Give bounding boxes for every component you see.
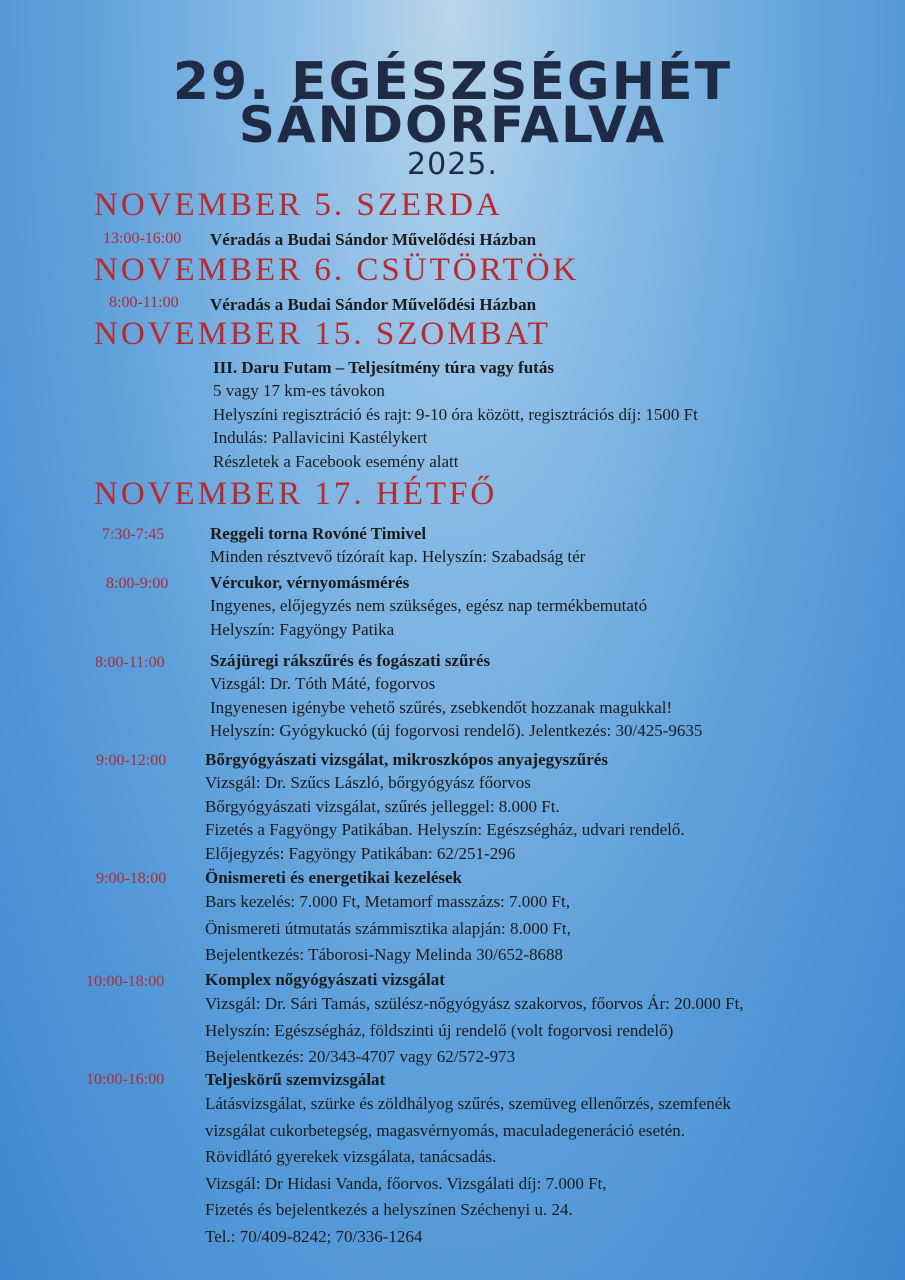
- event-detail: Tel.: 70/409-8242; 70/336-1264: [205, 1226, 423, 1246]
- event-block: [210, 650, 702, 743]
- event-time: 7:30-7:45: [102, 526, 165, 543]
- event-detail: Indulás: Pallavicini Kastélykert: [213, 428, 428, 447]
- event-block: [205, 867, 571, 969]
- event-detail: 5 vagy 17 km-es távokon: [213, 381, 385, 400]
- page-year: 2025.: [407, 147, 498, 182]
- event-time: 13:00-16:00: [103, 230, 182, 247]
- day-heading-nov-6: NOVEMBER 6. CSÜTÖRTÖK: [94, 252, 580, 288]
- event-detail: Bejelentkezés: Táborosi-Nagy Melinda 30/652-8688: [205, 945, 564, 964]
- event-detail: Látásvizsgálat, szürke és zöldhályog szűrés, szemüveg ellenőrzés, szemfenék: [205, 1094, 731, 1113]
- event-detail: Helyszín: Gyógykuckó (új fogorvosi rendelő). Jelentkezés: 30/425-9635: [210, 721, 703, 740]
- event-detail: Bejelentkezés: 20/343-4707 vagy 62/572-973: [205, 1047, 516, 1066]
- event-time: 8:00-11:00: [95, 654, 165, 671]
- event-detail: Vizsgál: Dr. Szűcs László, bőrgyógyász főorvos: [205, 773, 531, 792]
- event-title: Szájüregi rákszűrés és fogászati szűrés: [210, 651, 491, 670]
- event-time: 8:00-11:00: [109, 294, 179, 311]
- event-title: Komplex nőgyógyászati vizsgálat: [205, 970, 445, 989]
- page-subtitle-town: SÁNDORFALVA: [238, 96, 667, 154]
- event-detail: vizsgálat cukorbetegség, magasvérnyomás, maculadegeneráció esetén.: [205, 1120, 686, 1140]
- event-detail: Fizetés a Fagyöngy Patikában. Helyszín: Egészségház, udvari rendelő.: [205, 820, 685, 839]
- event-detail: Vizsgál: Dr. Sári Tamás, szülész-nőgyógyász szakorvos, főorvos Ár: 20.000 Ft,: [205, 994, 744, 1013]
- event-block: [210, 572, 647, 641]
- day-heading-nov-17: NOVEMBER 17. HÉTFŐ: [94, 476, 498, 512]
- event-detail: Fizetés és bejelentkezés a helyszínen Széchenyi u. 24.: [205, 1200, 573, 1219]
- event-title: Véradás a Budai Sándor Művelődési Házban: [210, 230, 537, 249]
- day-heading-nov-15: NOVEMBER 15. SZOMBAT: [94, 316, 551, 352]
- event-block: [205, 749, 685, 865]
- event-detail: Részletek a Facebook esemény alatt: [213, 451, 459, 471]
- event-title: Véradás a Budai Sándor Művelődési Házban: [210, 295, 537, 314]
- event-time: 10:00-18:00: [86, 973, 165, 990]
- event-detail: Minden résztvevő tízóraít kap. Helyszín: Szabadság tér: [210, 547, 586, 566]
- event-detail: Ingyenes, előjegyzés nem szükséges, egész nap termékbemutató: [210, 596, 648, 615]
- event-block: [213, 357, 698, 473]
- event-block: [205, 969, 744, 1071]
- event-detail: Ingyenesen igénybe vehető szűrés, zsebkendőt hozzanak magukkal!: [210, 697, 673, 717]
- event-title: Önismereti és energetikai kezelések: [205, 868, 462, 887]
- event-detail: Előjegyzés: Fagyöngy Patikában: 62/251-296: [205, 843, 516, 863]
- event-title: Bőrgyógyászati vizsgálat, mikroszkópos anyajegyszűrés: [205, 750, 608, 769]
- event-detail: Vizsgál: Dr Hidasi Vanda, főorvos. Vizsgálati díj: 7.000 Ft,: [205, 1173, 607, 1193]
- event-title: Teljeskörű szemvizsgálat: [205, 1070, 386, 1089]
- event-detail: Helyszín: Egészségház, földszinti új rendelő (volt fogorvosi rendelő): [205, 1020, 674, 1040]
- event-block: [205, 1069, 731, 1250]
- event-time: 9:00-18:00: [96, 870, 167, 887]
- event-time: 10:00-16:00: [86, 1071, 165, 1088]
- event-detail: Helyszíni regisztráció és rajt: 9-10 óra között, regisztrációs díj: 1500 Ft: [213, 404, 698, 424]
- event-title: Reggeli torna Rovóné Timivel: [210, 524, 427, 543]
- page-title: 29. EGÉSZSÉGHÉT: [172, 52, 733, 112]
- event-block: [210, 523, 585, 569]
- event-time: 8:00-9:00: [106, 575, 169, 592]
- event-block: [210, 294, 536, 316]
- event-detail: Rövidlátó gyerekek vizsgálata, tanácsadás.: [205, 1147, 497, 1166]
- event-title: Vércukor, vérnyomásmérés: [210, 573, 410, 592]
- event-detail: Önismereti útmutatás számmisztika alapján: 8.000 Ft,: [205, 918, 571, 938]
- event-title: III. Daru Futam – Teljesítmény túra vagy futás: [213, 358, 554, 377]
- event-block: [210, 229, 536, 251]
- event-time: 9:00-12:00: [96, 752, 167, 769]
- event-detail: Vizsgál: Dr. Tóth Máté, fogorvos: [210, 674, 436, 693]
- event-detail: Bars kezelés: 7.000 Ft, Metamorf masszázs: 7.000 Ft,: [205, 892, 570, 911]
- event-detail: Bőrgyógyászati vizsgálat, szűrés jelleggel: 8.000 Ft.: [205, 796, 560, 816]
- day-heading-nov-5: NOVEMBER 5. SZERDA: [94, 187, 503, 223]
- event-detail: Helyszín: Fagyöngy Patika: [210, 619, 395, 639]
